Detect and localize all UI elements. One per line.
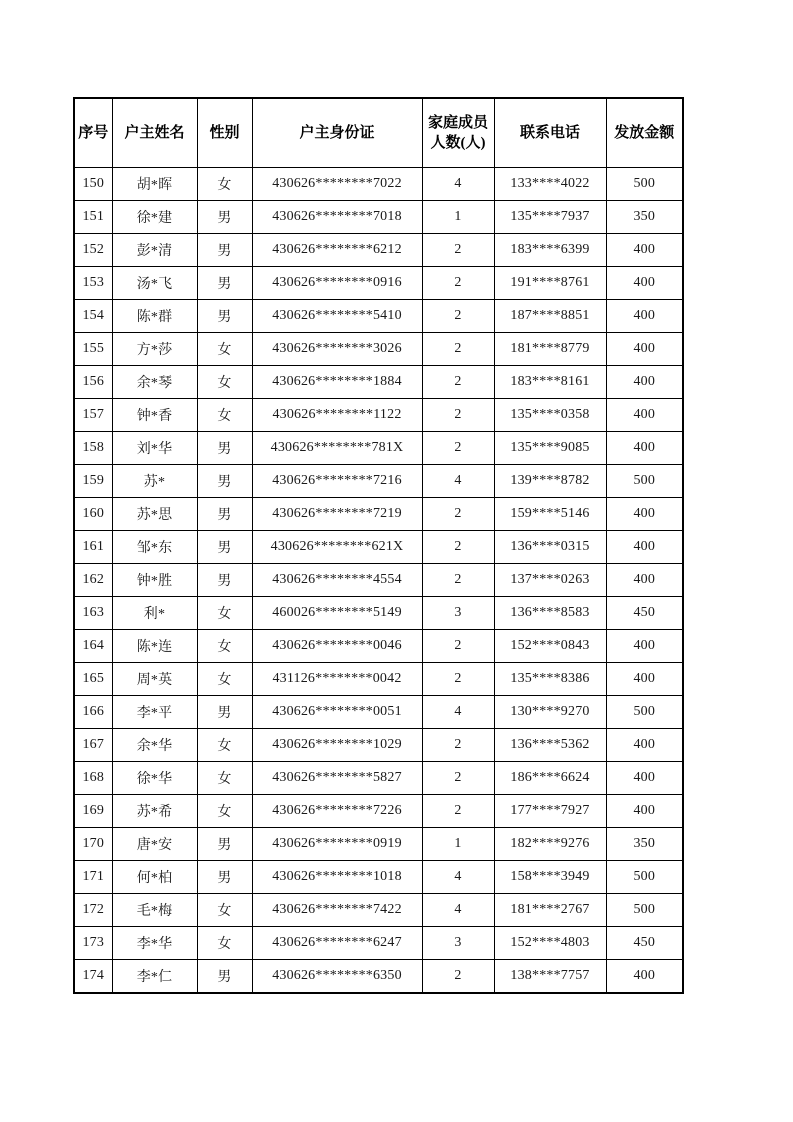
col-header-serial: 序号: [74, 98, 112, 168]
cell-gender: 女: [197, 762, 252, 795]
cell-name: 汤*飞: [112, 267, 197, 300]
cell-amount: 500: [606, 168, 683, 201]
table-row: [74, 894, 683, 927]
cell-id-number: 430626********1029: [252, 729, 422, 762]
cell-gender: 女: [197, 168, 252, 201]
cell-serial: 150: [74, 168, 112, 201]
col-header-family-size: 家庭成员人数(人): [422, 98, 494, 168]
cell-serial: 173: [74, 927, 112, 960]
cell-amount: 400: [606, 630, 683, 663]
cell-phone: 158****3949: [494, 861, 606, 894]
cell-serial: 159: [74, 465, 112, 498]
cell-name: 徐*华: [112, 762, 197, 795]
cell-amount: 400: [606, 795, 683, 828]
cell-amount: 500: [606, 894, 683, 927]
cell-amount: 350: [606, 828, 683, 861]
cell-id-number: 430626********7022: [252, 168, 422, 201]
cell-gender: 男: [197, 300, 252, 333]
cell-id-number: 430626********7422: [252, 894, 422, 927]
cell-name: 钟*胜: [112, 564, 197, 597]
cell-amount: 450: [606, 927, 683, 960]
cell-amount: 400: [606, 498, 683, 531]
col-header-amount: 发放金额: [606, 98, 683, 168]
cell-serial: 163: [74, 597, 112, 630]
cell-id-number: 430626********6212: [252, 234, 422, 267]
table-row: [74, 861, 683, 894]
table-row: [74, 762, 683, 795]
cell-name: 苏*希: [112, 795, 197, 828]
table-row: [74, 201, 683, 234]
cell-amount: 400: [606, 531, 683, 564]
cell-phone: 135****8386: [494, 663, 606, 696]
cell-amount: 400: [606, 762, 683, 795]
cell-gender: 女: [197, 630, 252, 663]
cell-serial: 170: [74, 828, 112, 861]
cell-name: 陈*连: [112, 630, 197, 663]
table-row: [74, 168, 683, 201]
cell-name: 彭*清: [112, 234, 197, 267]
cell-phone: 136****8583: [494, 597, 606, 630]
cell-phone: 182****9276: [494, 828, 606, 861]
cell-family-size: 4: [422, 465, 494, 498]
cell-gender: 男: [197, 531, 252, 564]
cell-family-size: 2: [422, 267, 494, 300]
cell-name: 刘*华: [112, 432, 197, 465]
cell-family-size: 2: [422, 960, 494, 994]
cell-amount: 500: [606, 465, 683, 498]
cell-id-number: 430626********0919: [252, 828, 422, 861]
cell-phone: 135****0358: [494, 399, 606, 432]
cell-id-number: 430626********1884: [252, 366, 422, 399]
cell-name: 余*琴: [112, 366, 197, 399]
cell-serial: 153: [74, 267, 112, 300]
cell-serial: 161: [74, 531, 112, 564]
table-row: [74, 366, 683, 399]
cell-id-number: 430626********7018: [252, 201, 422, 234]
cell-id-number: 430626********6247: [252, 927, 422, 960]
cell-family-size: 2: [422, 729, 494, 762]
table-row: [74, 630, 683, 663]
cell-phone: 177****7927: [494, 795, 606, 828]
cell-serial: 172: [74, 894, 112, 927]
cell-id-number: 430626********7216: [252, 465, 422, 498]
cell-name: 余*华: [112, 729, 197, 762]
cell-name: 周*英: [112, 663, 197, 696]
cell-family-size: 2: [422, 498, 494, 531]
cell-gender: 女: [197, 894, 252, 927]
cell-amount: 400: [606, 399, 683, 432]
cell-amount: 400: [606, 366, 683, 399]
cell-gender: 男: [197, 960, 252, 994]
cell-id-number: 430626********621X: [252, 531, 422, 564]
cell-amount: 400: [606, 663, 683, 696]
table-row: [74, 927, 683, 960]
cell-phone: 187****8851: [494, 300, 606, 333]
cell-amount: 400: [606, 333, 683, 366]
cell-amount: 400: [606, 564, 683, 597]
cell-phone: 152****0843: [494, 630, 606, 663]
cell-serial: 157: [74, 399, 112, 432]
cell-phone: 135****7937: [494, 201, 606, 234]
cell-name: 陈*群: [112, 300, 197, 333]
table-row: [74, 663, 683, 696]
col-header-phone: 联系电话: [494, 98, 606, 168]
cell-id-number: 430626********5827: [252, 762, 422, 795]
cell-family-size: 1: [422, 828, 494, 861]
cell-serial: 166: [74, 696, 112, 729]
table-row: [74, 498, 683, 531]
cell-id-number: 430626********5410: [252, 300, 422, 333]
cell-amount: 350: [606, 201, 683, 234]
cell-name: 唐*安: [112, 828, 197, 861]
cell-serial: 152: [74, 234, 112, 267]
cell-gender: 男: [197, 465, 252, 498]
cell-amount: 400: [606, 267, 683, 300]
cell-serial: 158: [74, 432, 112, 465]
table-row: [74, 729, 683, 762]
cell-name: 方*莎: [112, 333, 197, 366]
cell-id-number: 430626********0916: [252, 267, 422, 300]
cell-gender: 女: [197, 927, 252, 960]
cell-id-number: 430626********7226: [252, 795, 422, 828]
cell-gender: 男: [197, 201, 252, 234]
cell-serial: 162: [74, 564, 112, 597]
cell-amount: 450: [606, 597, 683, 630]
table-row: [74, 267, 683, 300]
table-row: [74, 531, 683, 564]
cell-serial: 154: [74, 300, 112, 333]
cell-family-size: 3: [422, 597, 494, 630]
cell-family-size: 2: [422, 663, 494, 696]
cell-gender: 男: [197, 432, 252, 465]
cell-name: 钟*香: [112, 399, 197, 432]
cell-id-number: 430626********7219: [252, 498, 422, 531]
cell-family-size: 2: [422, 300, 494, 333]
table-row: [74, 564, 683, 597]
cell-id-number: 430626********0046: [252, 630, 422, 663]
table-row: [74, 432, 683, 465]
cell-phone: 159****5146: [494, 498, 606, 531]
cell-amount: 400: [606, 729, 683, 762]
table-row: [74, 333, 683, 366]
cell-gender: 女: [197, 597, 252, 630]
cell-family-size: 2: [422, 531, 494, 564]
cell-name: 李*平: [112, 696, 197, 729]
cell-gender: 男: [197, 267, 252, 300]
cell-name: 邹*东: [112, 531, 197, 564]
col-header-id-number: 户主身份证: [252, 98, 422, 168]
cell-family-size: 4: [422, 861, 494, 894]
cell-gender: 男: [197, 498, 252, 531]
cell-serial: 168: [74, 762, 112, 795]
cell-family-size: 2: [422, 564, 494, 597]
cell-serial: 174: [74, 960, 112, 994]
cell-phone: 130****9270: [494, 696, 606, 729]
cell-amount: 500: [606, 696, 683, 729]
cell-gender: 男: [197, 564, 252, 597]
cell-name: 苏*: [112, 465, 197, 498]
cell-id-number: 430626********781X: [252, 432, 422, 465]
cell-gender: 女: [197, 399, 252, 432]
cell-phone: 181****2767: [494, 894, 606, 927]
cell-phone: 133****4022: [494, 168, 606, 201]
cell-phone: 137****0263: [494, 564, 606, 597]
cell-family-size: 4: [422, 168, 494, 201]
cell-name: 胡*晖: [112, 168, 197, 201]
cell-amount: 500: [606, 861, 683, 894]
cell-name: 李*华: [112, 927, 197, 960]
col-header-name: 户主姓名: [112, 98, 197, 168]
cell-id-number: 430626********0051: [252, 696, 422, 729]
cell-serial: 156: [74, 366, 112, 399]
table-row: [74, 597, 683, 630]
cell-family-size: 2: [422, 399, 494, 432]
cell-amount: 400: [606, 432, 683, 465]
cell-family-size: 2: [422, 234, 494, 267]
cell-id-number: 460026********5149: [252, 597, 422, 630]
cell-phone: 191****8761: [494, 267, 606, 300]
cell-name: 苏*思: [112, 498, 197, 531]
cell-phone: 138****7757: [494, 960, 606, 994]
cell-name: 何*柏: [112, 861, 197, 894]
cell-gender: 男: [197, 696, 252, 729]
cell-id-number: 430626********1122: [252, 399, 422, 432]
cell-name: 毛*梅: [112, 894, 197, 927]
cell-serial: 160: [74, 498, 112, 531]
cell-family-size: 1: [422, 201, 494, 234]
table-row: [74, 696, 683, 729]
cell-id-number: 430626********4554: [252, 564, 422, 597]
cell-amount: 400: [606, 960, 683, 994]
col-header-gender: 性别: [197, 98, 252, 168]
cell-gender: 男: [197, 234, 252, 267]
table-row: [74, 399, 683, 432]
cell-family-size: 2: [422, 432, 494, 465]
cell-family-size: 2: [422, 333, 494, 366]
table-row: [74, 234, 683, 267]
cell-phone: 136****5362: [494, 729, 606, 762]
cell-serial: 171: [74, 861, 112, 894]
cell-phone: 152****4803: [494, 927, 606, 960]
cell-phone: 136****0315: [494, 531, 606, 564]
cell-serial: 165: [74, 663, 112, 696]
cell-phone: 135****9085: [494, 432, 606, 465]
cell-gender: 女: [197, 795, 252, 828]
cell-gender: 女: [197, 729, 252, 762]
cell-family-size: 2: [422, 366, 494, 399]
table-row: [74, 795, 683, 828]
header-row: [74, 98, 683, 168]
cell-id-number: 430626********6350: [252, 960, 422, 994]
cell-gender: 女: [197, 663, 252, 696]
table-body: [74, 168, 683, 994]
cell-id-number: 430626********3026: [252, 333, 422, 366]
cell-phone: 139****8782: [494, 465, 606, 498]
table-row: [74, 300, 683, 333]
cell-family-size: 2: [422, 630, 494, 663]
cell-phone: 181****8779: [494, 333, 606, 366]
cell-family-size: 2: [422, 762, 494, 795]
cell-phone: 183****6399: [494, 234, 606, 267]
cell-name: 徐*建: [112, 201, 197, 234]
cell-serial: 167: [74, 729, 112, 762]
cell-phone: 183****8161: [494, 366, 606, 399]
table-row: [74, 465, 683, 498]
cell-serial: 155: [74, 333, 112, 366]
cell-amount: 400: [606, 300, 683, 333]
cell-serial: 164: [74, 630, 112, 663]
table-row: [74, 828, 683, 861]
cell-name: 利*: [112, 597, 197, 630]
cell-family-size: 4: [422, 894, 494, 927]
cell-family-size: 2: [422, 795, 494, 828]
cell-id-number: 431126********0042: [252, 663, 422, 696]
cell-gender: 男: [197, 861, 252, 894]
cell-family-size: 4: [422, 696, 494, 729]
cell-serial: 151: [74, 201, 112, 234]
cell-gender: 女: [197, 333, 252, 366]
grant-distribution-table: [73, 97, 684, 994]
cell-phone: 186****6624: [494, 762, 606, 795]
cell-gender: 女: [197, 366, 252, 399]
cell-serial: 169: [74, 795, 112, 828]
cell-gender: 男: [197, 828, 252, 861]
cell-amount: 400: [606, 234, 683, 267]
table-row: [74, 960, 683, 994]
cell-id-number: 430626********1018: [252, 861, 422, 894]
cell-family-size: 3: [422, 927, 494, 960]
cell-name: 李*仁: [112, 960, 197, 994]
